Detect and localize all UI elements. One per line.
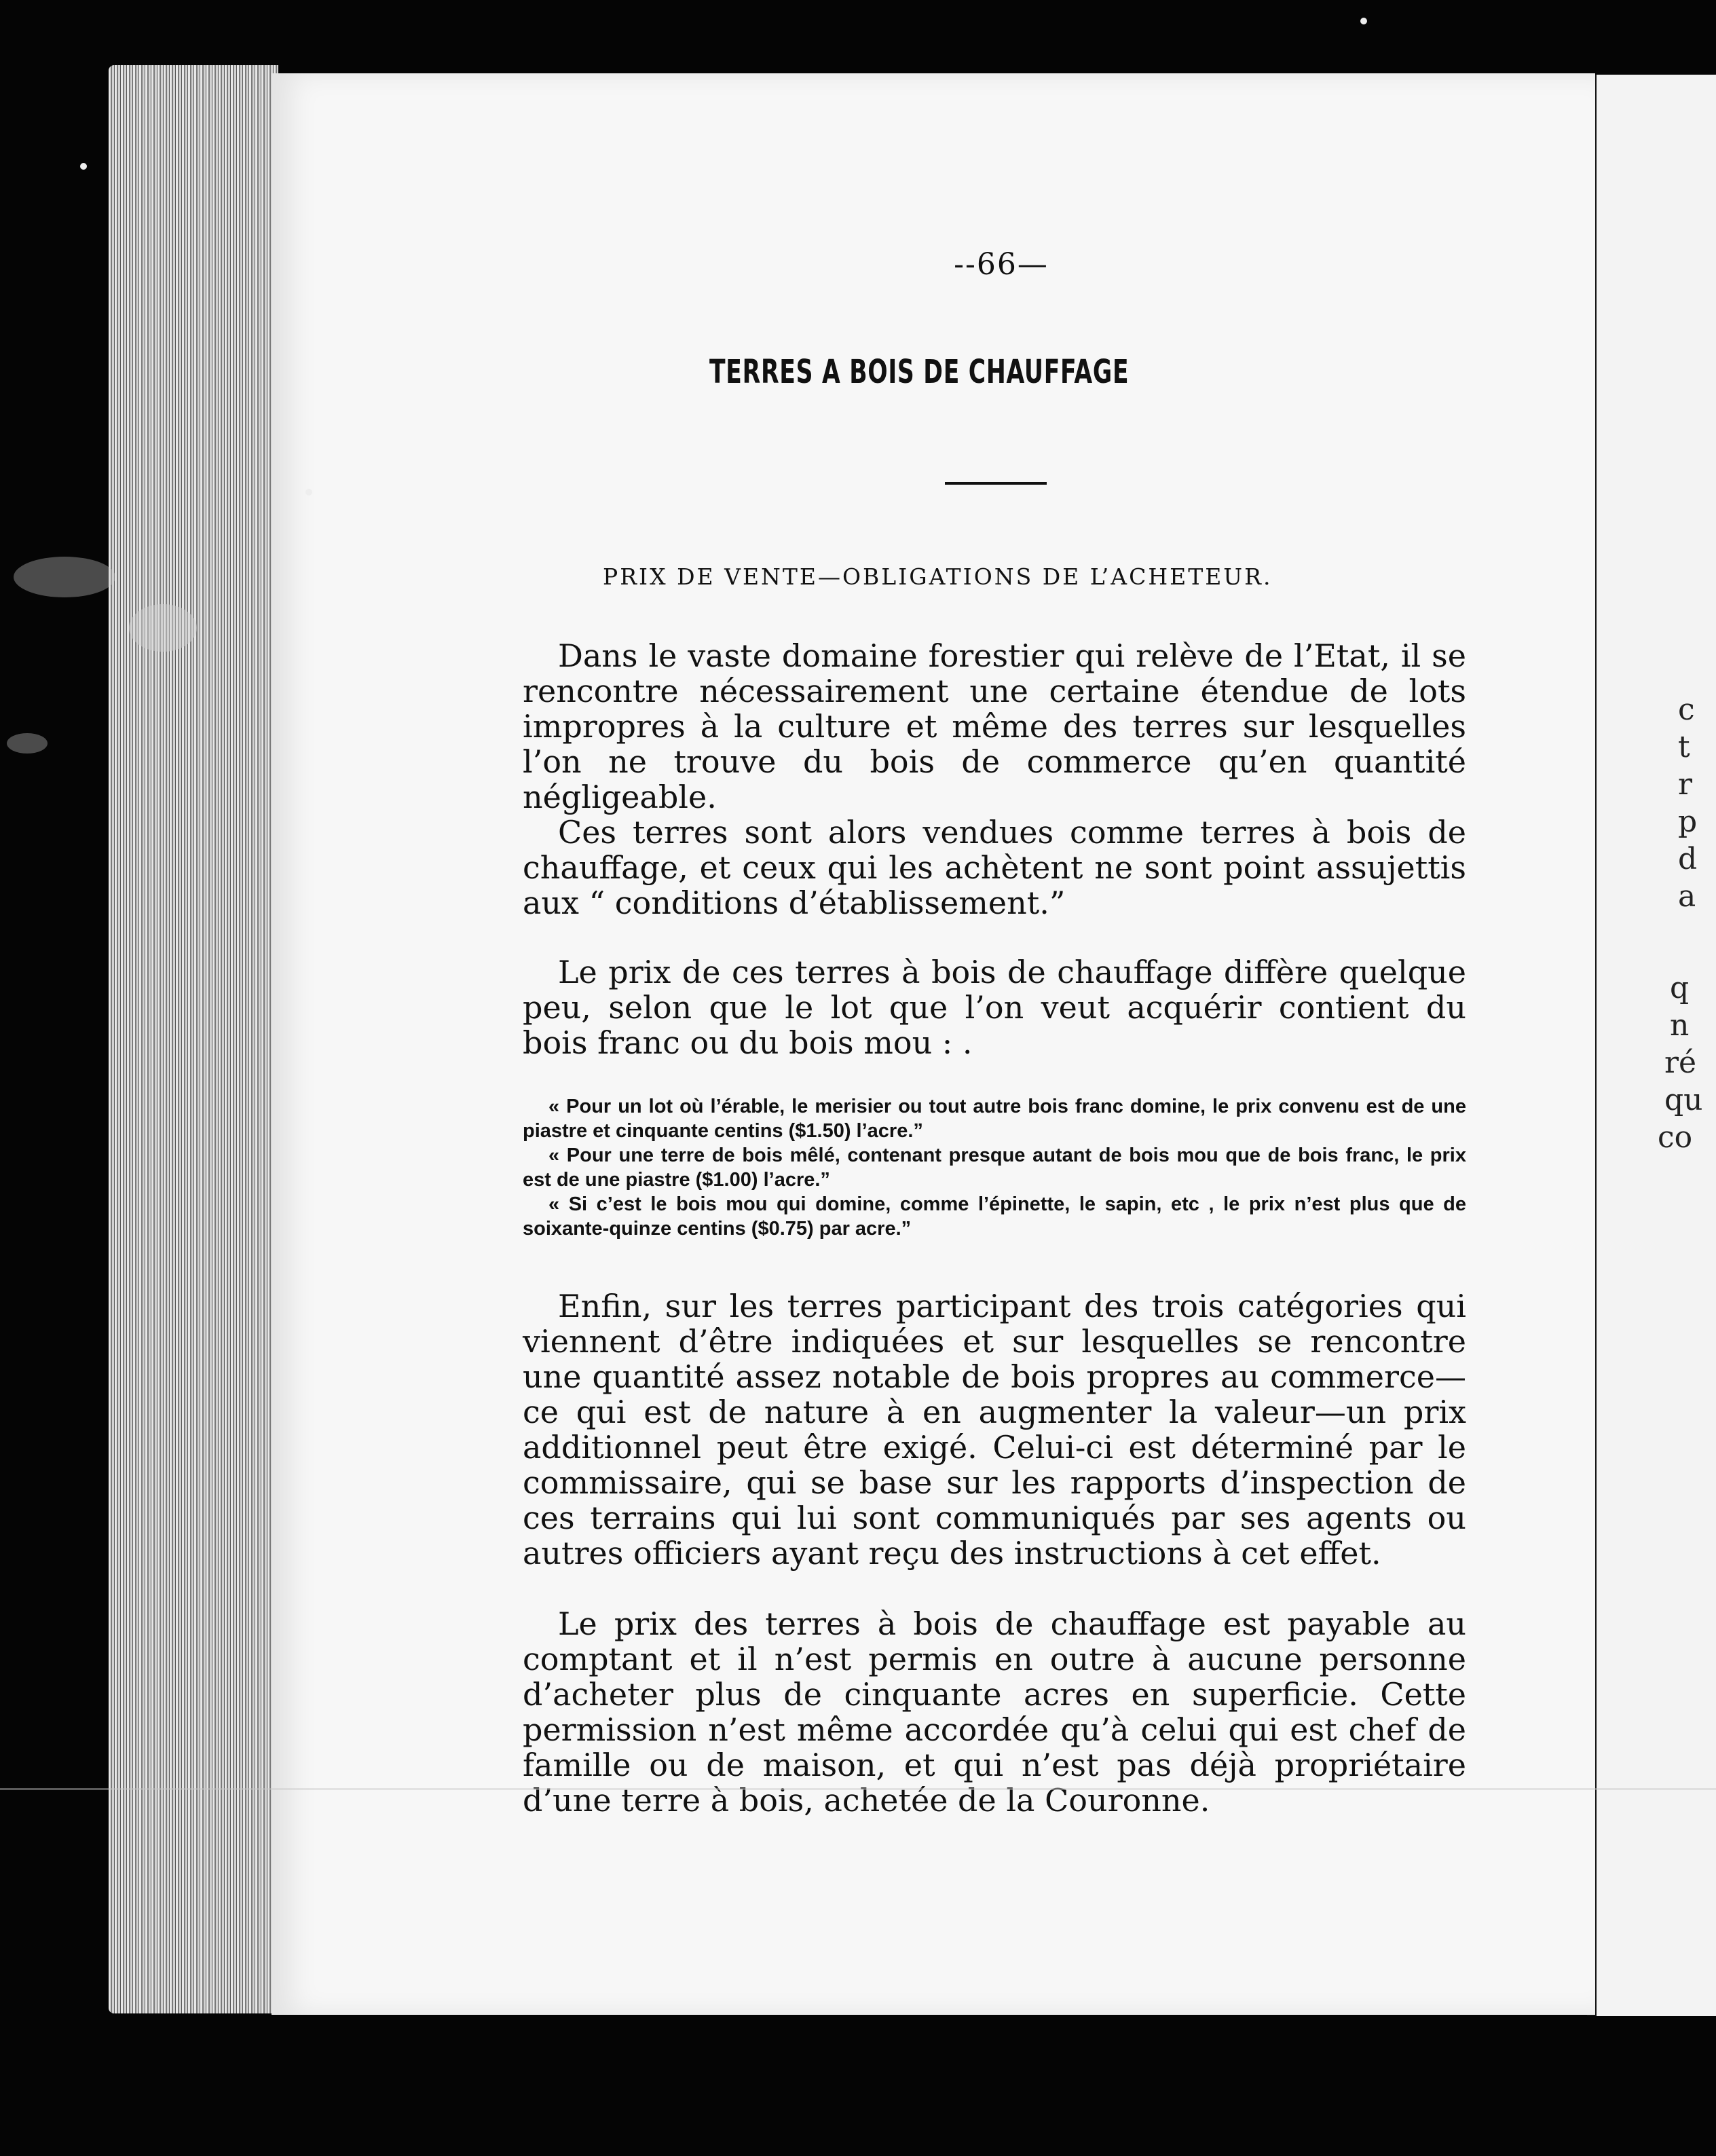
facing-fragment: co (1658, 1120, 1693, 1155)
dust-smudge (14, 557, 115, 597)
title-rule (945, 482, 1047, 485)
facing-fragment: n (1670, 1008, 1690, 1043)
facing-fragment: qu (1664, 1083, 1703, 1117)
book-page-edges (109, 65, 278, 2013)
paragraph-2: Ces terres sont alors vendues comme terres à bois de chauffage, et ceux qui les achètent ne sont point assujettis aux “ conditions d’établissement.” (523, 814, 1466, 921)
price-quote-mixed: « Pour une terre de bois mêlé, contenant presque autant de bois mou que de bois franc, le prix est de une piastre ($1.00) l’acre.” (523, 1145, 1466, 1191)
paragraph-3: Le prix de ces terres à bois de chauffage diffère quelque peu, selon que le lot que l’on veut acquérir contient du bois franc ou du bois mou : . (523, 954, 1466, 1061)
facing-fragment: a (1678, 879, 1696, 914)
facing-fragment: r (1678, 767, 1693, 802)
dust-speck (305, 489, 312, 496)
facing-page (1587, 75, 1716, 2016)
page-title: TERRES A BOIS DE CHAUFFAGE (709, 353, 1130, 391)
facing-fragment: d (1678, 842, 1698, 876)
facing-fragment: p (1678, 804, 1698, 839)
facing-fragment: q (1670, 971, 1690, 1005)
paragraph-5: Le prix des terres à bois de chauffage est payable au comptant et il n’est permis en outre à aucune personne d’acheter plus de cinquante acres en superficie. Cette permission n’est même accordée qu’à celui qui est chef de famille ou de maison, et qui n’est pas déjà propriétaire d’une terre à bois, achetée de la Couronne. (523, 1605, 1466, 1819)
dust-smudge (129, 604, 197, 652)
scan-line-artifact (0, 1788, 1716, 1790)
facing-fragment: t (1678, 730, 1690, 764)
dust-smudge (7, 733, 48, 754)
dust-speck (80, 163, 87, 170)
price-quote-softwood: « Si c’est le bois mou qui domine, comme l’épinette, le sapin, etc , le prix n’est plus que de soixante-quinze centins ($0.75) par acre.” (523, 1193, 1466, 1240)
paragraph-1: Dans le vaste domaine forestier qui relève de l’Etat, il se rencontre nécessairement une certaine étendue de lots impropres à la culture et même des terres sur lesquelles l’on ne trouve du bois de commerce qu’en quantité négligeable. (523, 637, 1466, 815)
paragraph-4: Enfin, sur les terres participant des trois catégories qui viennent d’être indiquées et sur lesquelles se rencontre une quantité assez notable de bois propres au commerce—ce qui est de nature à en augmenter la valeur—un prix additionnel peut être exigé. Celui-ci est déterminé par le commissaire, qui se base sur les rapports d’inspection de ces terrains qui lui sont communiqués par ses agents ou autres officiers ayant reçu des instructions à cet effet. (523, 1288, 1466, 1572)
facing-fragment: c (1678, 692, 1695, 727)
dust-speck (1360, 18, 1367, 24)
page-number: --66— (954, 247, 1049, 282)
price-quote-hardwood: « Pour un lot où l’érable, le merisier ou tout autre bois franc domine, le prix convenu est de une piastre et cinquante centins ($1.50) l’acre.” (523, 1096, 1466, 1142)
facing-fragment: ré (1664, 1045, 1697, 1080)
section-subtitle: PRIX DE VENTE—OBLIGATIONS DE L’ACHETEUR. (603, 563, 1273, 590)
